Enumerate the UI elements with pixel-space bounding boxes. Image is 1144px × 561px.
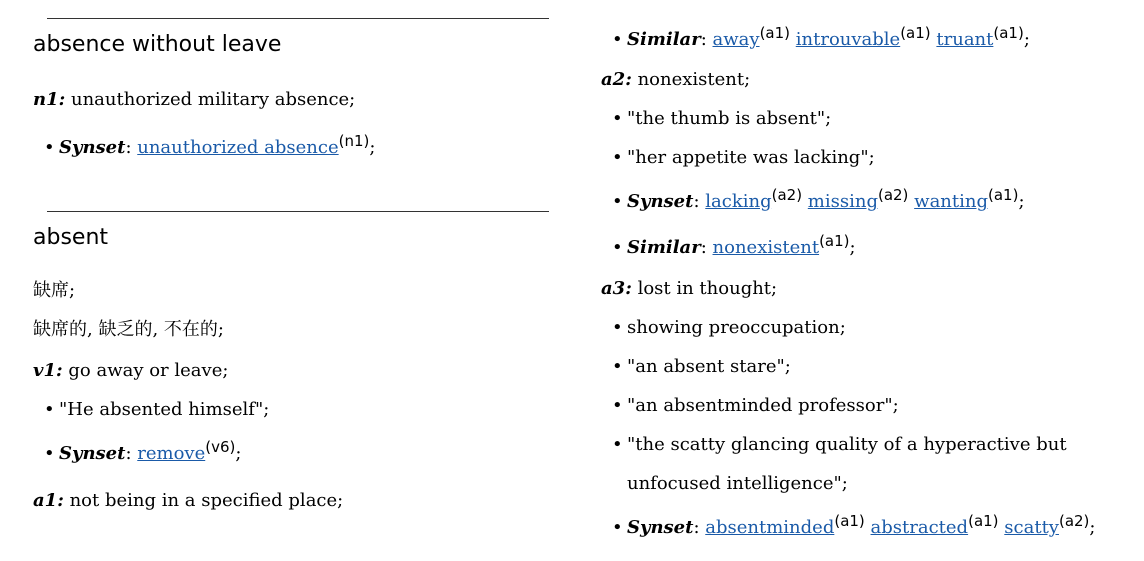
synset-label: Synset — [59, 137, 126, 158]
sense-number: (a1) — [819, 232, 850, 250]
sense-definition: go away or leave; — [68, 360, 229, 381]
synset-link-wanting[interactable]: wanting — [914, 191, 988, 212]
sense-number: (a2) — [1058, 512, 1090, 530]
divider — [47, 18, 549, 19]
sense-tag: n1: — [33, 89, 66, 110]
synset-label: Synset — [627, 191, 694, 212]
similar-label: Similar — [627, 29, 701, 50]
synset-link-lacking[interactable]: lacking — [705, 191, 772, 212]
bullet: • — [612, 108, 623, 129]
divider — [47, 211, 549, 212]
sense-v1 — [33, 360, 228, 381]
synset-row-a3: Synset: absentminded$^{(a1)}$ abstracted$^{(a1)}$ scatty$^{(a2)}$; — [627, 512, 1096, 538]
bullet: • — [612, 29, 623, 50]
sense-tag: v1: — [33, 360, 63, 381]
synset-row-v1: Synset: remove$^{(v6)}$; — [59, 438, 242, 464]
sense-definition: unauthorized military absence; — [71, 89, 356, 110]
bullet: • — [44, 399, 55, 420]
sense-number: (a1) — [900, 24, 931, 42]
bullet: • — [44, 137, 55, 158]
sense-number: (a1) — [993, 24, 1024, 42]
headword-absent: absent — [33, 225, 109, 250]
synset-link-abstracted[interactable]: abstracted — [870, 517, 969, 538]
sense-number: (a2) — [771, 186, 803, 204]
sense-number: (a1) — [988, 186, 1019, 204]
synset-link-missing[interactable]: missing — [807, 191, 878, 212]
bullet: • — [612, 517, 623, 538]
sense-n1 — [33, 89, 355, 110]
sense-definition: nonexistent; — [637, 69, 751, 90]
synset-link-absentminded[interactable]: absentminded — [705, 517, 835, 538]
bullet: • — [612, 317, 623, 338]
bullet: • — [612, 237, 623, 258]
similar-row-a1: Similar: away$^{(a1)}$ introuvable$^{(a1)}$ truant$^{(a1)}$; — [627, 24, 1030, 50]
example-a3-4-line2: unfocused intelligence"; — [627, 473, 848, 494]
example-a3-1: showing preoccupation; — [627, 317, 846, 338]
sense-definition: lost in thought; — [637, 278, 778, 299]
sense-tag: a3: — [601, 278, 632, 299]
similar-link-introuvable[interactable]: introuvable — [795, 29, 901, 50]
bullet: • — [612, 434, 623, 455]
synset-row-a2: Synset: lacking$^{(a2)}$ missing$^{(a2)}$ wanting$^{(a1)}$; — [627, 186, 1025, 212]
synset-link-unauthorized-absence[interactable]: unauthorized absence — [137, 137, 339, 158]
similar-row-a2: Similar: nonexistent$^{(a1)}$; — [627, 232, 856, 258]
chinese-gloss-1: 缺席; — [33, 280, 76, 301]
example-a2-2: "her appetite was lacking"; — [627, 147, 875, 168]
similar-label: Similar — [627, 237, 701, 258]
synset-link-scatty[interactable]: scatty — [1004, 517, 1059, 538]
bullet: • — [44, 443, 55, 464]
sense-a3 — [601, 278, 777, 299]
sense-number: (a2) — [877, 186, 909, 204]
headword-absence-without-leave: absence without leave — [33, 32, 282, 57]
sense-a1 — [33, 490, 343, 511]
synset-label: Synset — [59, 443, 126, 464]
synset-label: Synset — [627, 517, 694, 538]
sense-number: (a1) — [759, 24, 791, 42]
example-a3-4-line1: "the scatty glancing quality of a hyperactive but — [627, 434, 1067, 455]
example-v1: "He absented himself"; — [59, 399, 270, 420]
bullet: • — [612, 395, 623, 416]
bullet: • — [612, 147, 623, 168]
chinese-gloss-2: 缺席的, 缺乏的, 不在的; — [33, 319, 224, 340]
example-a2-1: "the thumb is absent"; — [627, 108, 832, 129]
synset-link-remove[interactable]: remove — [137, 443, 206, 464]
synset-row-n1: Synset: unauthorized absence$^{(n1)}$; — [59, 132, 376, 158]
similar-link-away[interactable]: away — [712, 29, 760, 50]
similar-link-nonexistent[interactable]: nonexistent — [712, 237, 820, 258]
sense-number: (v6) — [205, 438, 236, 456]
bullet: • — [612, 356, 623, 377]
sense-number: (a1) — [834, 512, 865, 530]
similar-link-truant[interactable]: truant — [936, 29, 994, 50]
bullet: • — [612, 191, 623, 212]
example-a3-3: "an absentminded professor"; — [627, 395, 899, 416]
sense-number: (n1) — [338, 132, 370, 150]
sense-a2 — [601, 69, 750, 90]
sense-tag: a1: — [33, 490, 64, 511]
sense-number: (a1) — [968, 512, 999, 530]
example-a3-2: "an absent stare"; — [627, 356, 791, 377]
sense-tag: a2: — [601, 69, 632, 90]
sense-definition: not being in a specified place; — [69, 490, 344, 511]
